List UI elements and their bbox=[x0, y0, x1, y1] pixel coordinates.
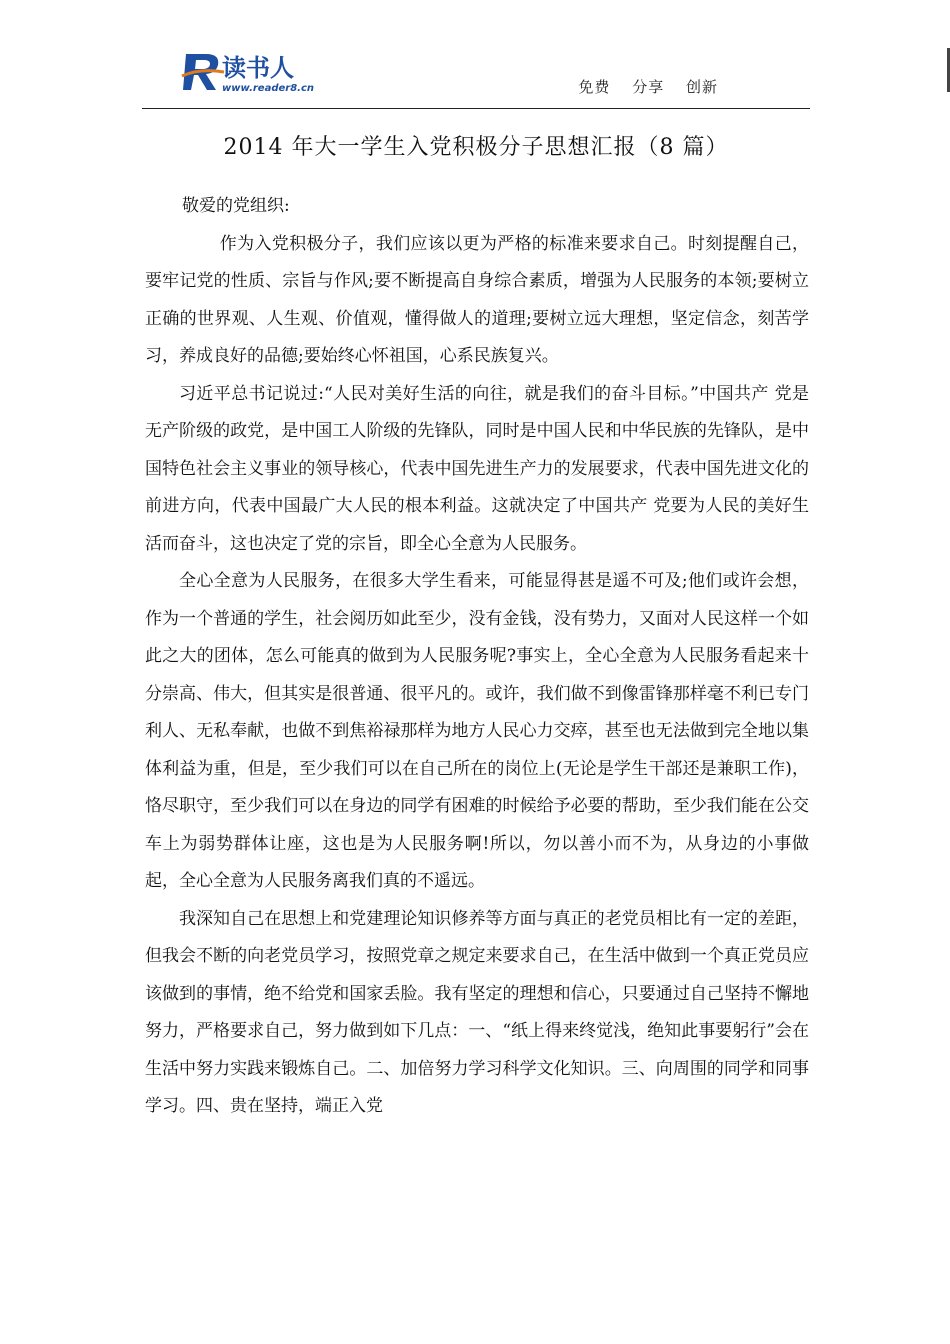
tagline-innovate: 创新 bbox=[685, 78, 718, 96]
document-title: 2014 年大一学生入党积极分子思想汇报（8 篇） bbox=[223, 135, 729, 160]
paragraph-2: 习近平总书记说过:“人民对美好生活的向往，就是我们的奋斗目标。”中国共产 党是无产阶级的政党，是中国工人阶级的先锋队，同时是中国人民和中华民族的先锋队，是中国特色社会主义事业的领导核心，代表中国先进生产力的发展要求，代表中国先进文化的前进方向，代表中国最广大人民的根本利益。这就决定了中国共产 党要为人民的美好生活而奋斗，这也决定了党的宗旨，即全心全意为人民服务。 bbox=[145, 383, 809, 554]
tagline-share: 分享 bbox=[632, 78, 665, 96]
paragraph-1: 作为入党积极分子，我们应该以更为严格的标准来要求自己。时刻提醒自己，要牢记党的性质、宗旨与作风;要不断提高自身综合素质，增强为人民服务的本领;要树立正确的世界观、人生观、价值观，懂得做人的道理;要树立远大理想，坚定信念，刻苦学习，养成良好的品德;要始终心怀祖国，心系民族复兴。 bbox=[145, 233, 809, 366]
document-body bbox=[145, 188, 809, 1126]
logo-url: www.reader8.cn bbox=[222, 83, 315, 94]
header-tagline bbox=[562, 76, 718, 97]
tagline-free: 免费 bbox=[578, 78, 611, 96]
reader8-logo[interactable] bbox=[180, 46, 320, 98]
paragraph-4: 我深知自己在思想上和党建理论知识修养等方面与真正的老党员相比有一定的差距，但我会不断的向老党员学习，按照党章之规定来要求自己，在生活中做到一个真正党员应该做到的事情，绝不给党和国家丢脸。我有坚定的理想和信心，只要通过自己坚持不懈地努力，严格要求自己，努力做到如下几点：一、“纸上得来终觉浅，绝知此事要躬行”会在生活中努力实践来锻炼自己。二、加倍努力学习科学文化知识。三、向周围的同学和同事学习。四、贵在坚持，端正入党 bbox=[145, 908, 809, 1116]
page-header bbox=[142, 40, 810, 109]
salutation: 敬爱的党组织: bbox=[182, 196, 290, 216]
logo-wordmark: 读书人 bbox=[222, 54, 294, 82]
paragraph-3: 全心全意为人民服务，在很多大学生看来，可能显得甚是遥不可及;他们或许会想，作为一个普通的学生，社会阅历如此至少，没有金钱，没有势力，又面对人民这样一个如此之大的团体，怎么可能真的做到为人民服务呢?事实上，全心全意为人民服务看起来十分崇高、伟大，但其实是很普通、很平凡的。或许，我们做不到像雷锋那样毫不利已专门利人、无私奉献，也做不到焦裕禄那样为地方人民心力交瘁，甚至也无法做到完全地以集体利益为重，但是，至少我们可以在自己所在的岗位上(无论是学生干部还是兼职工作)，恪尽职守，至少我们可以在身边的同学有困难的时候给予必要的帮助，至少我们能在公交车上为弱势群体让座，这也是为人民服务啊!所以，勿以善小而不为，从身边的小事做起，全心全意为人民服务离我们真的不遥远。 bbox=[145, 571, 809, 891]
